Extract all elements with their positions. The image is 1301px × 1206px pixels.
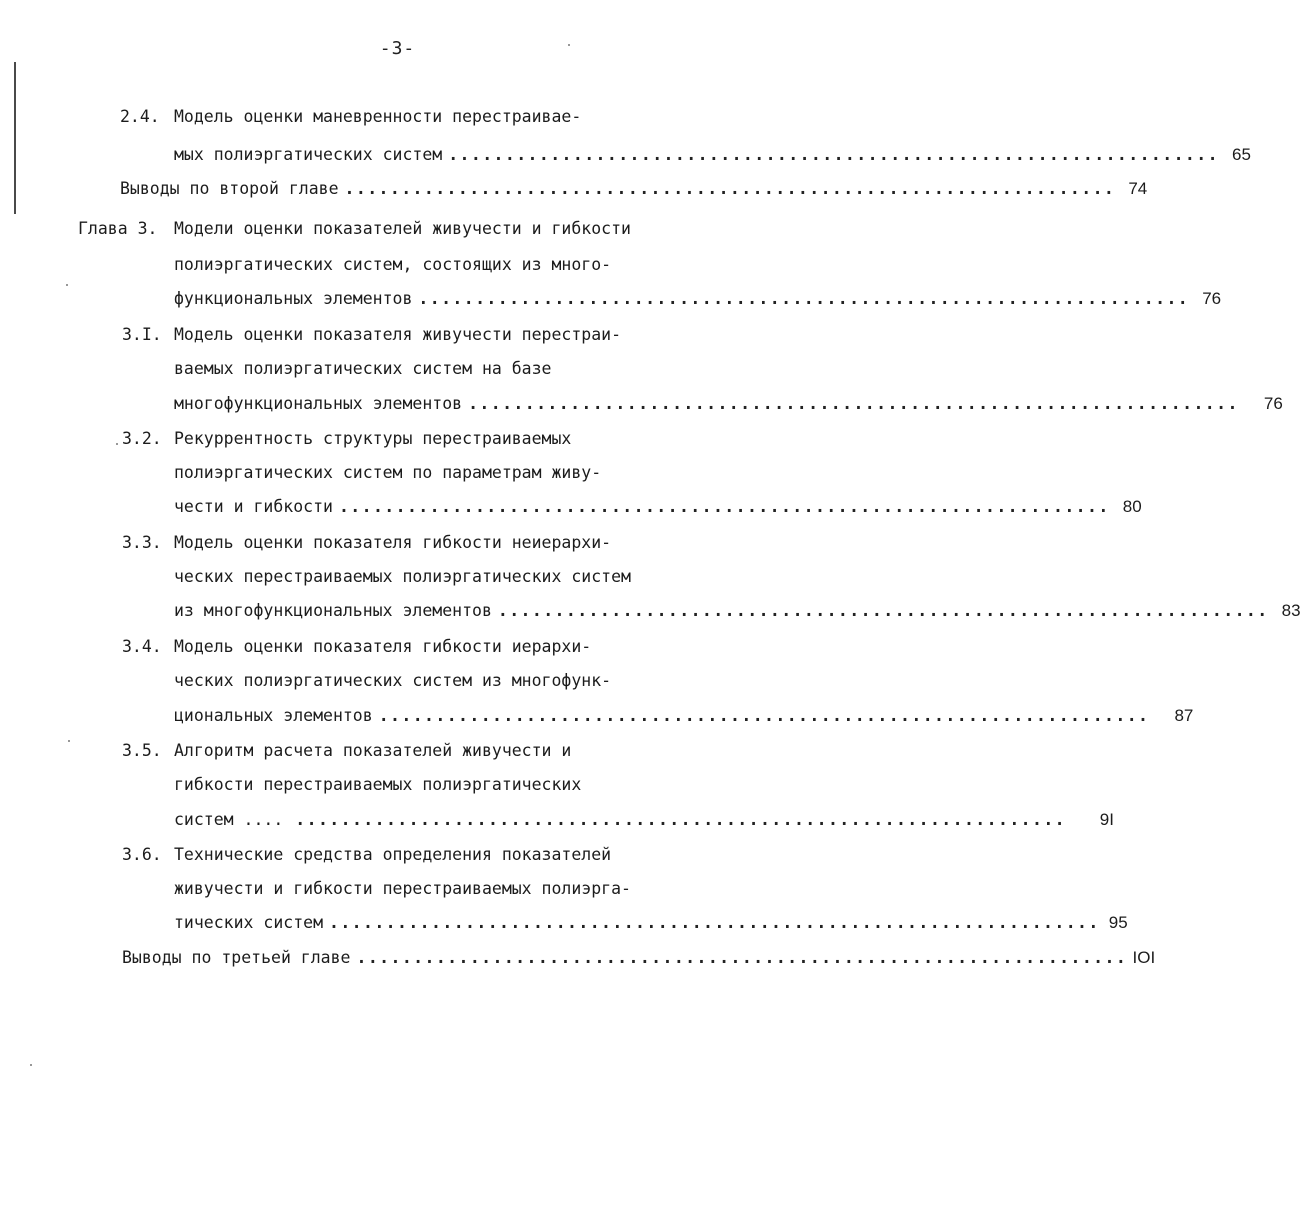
page-ref: 74 [1128,179,1148,198]
page-ref: 76 [1263,394,1283,413]
page-ref: 80 [1122,497,1142,516]
entry-leader-row [122,945,1156,971]
entry-title-line: ческих полиэргатических систем из многофунк- [174,671,612,690]
entry-title-line: из многофункциональных элементов [174,601,492,620]
dot-leader: .................................................................... [497,601,1269,620]
section-number: 3.4. [122,637,162,656]
section-number: 3.3. [122,533,162,552]
entry-title-line: чести и гибкости [174,497,333,516]
page-ref: 76 [1202,289,1222,308]
entry-title-line: функциональных элементов [174,289,413,308]
entry-title-line: Модель оценки показателя гибкости иерархи- [174,637,592,656]
page-ref: 87 [1174,706,1194,725]
page-ref: 65 [1232,145,1251,164]
page-ref: 95 [1108,913,1128,932]
entry-title-line: полиэргатических систем, состоящих из много- [174,255,612,274]
entry-title-line: Технические средства определения показателей [174,845,612,864]
entry-leader-row [174,391,1283,417]
chapter-number: Глава 3. [78,219,158,238]
entry-title-line: Модель оценки показателя гибкости неиерархи- [174,533,612,552]
dot-leader: .................................................................... [344,179,1116,198]
dot-leader: .................................................................... [378,706,1150,725]
entry-title-line: живучести и гибкости перестраиваемых полиэрга- [174,879,631,898]
entry-title-line: мых полиэргатических систем [174,145,443,164]
entry-title-line: тических систем [174,913,324,932]
page-number: -3- [379,38,416,59]
dot-leader: .................................................................... [448,145,1219,164]
entry-title-line: многофункциональных элементов [174,394,463,413]
entry-leader-row [174,142,1251,168]
scan-speck [66,284,68,286]
scan-speck [116,443,118,445]
entry-title: Выводы по третьей главе [122,948,351,967]
dot-leader: .................................................................... [468,394,1239,413]
dot-leader: .................................................................... [356,948,1128,967]
margin-line [14,62,16,214]
dot-leader: .................................................................... [418,289,1190,308]
dot-leader: .................................................................... [338,497,1110,516]
page-ref: IOI [1132,948,1156,967]
scan-speck [68,740,70,742]
entry-title-line: ческих перестраиваемых полиэргатических систем [174,567,631,586]
page-ref: 83 [1281,601,1301,620]
scan-speck [568,44,570,46]
section-number: 3.5. [122,741,162,760]
entry-leader-row [174,494,1142,520]
section-number: 3.I. [122,325,162,344]
section-number: 3.2. [122,429,162,448]
page-ref: 9I [1099,810,1114,829]
entry-title-line: Модель оценки маневренности перестраивае- [174,107,582,126]
dot-leader: .................................................................... [295,810,1066,829]
entry-leader-row [120,176,1148,202]
entry-title-line: полиэргатических систем по параметрам живу- [174,463,602,482]
scan-speck [30,1064,32,1066]
entry-leader-row [174,598,1301,624]
entry-title: Выводы по второй главе [120,179,339,198]
entry-title-line: систем .... [174,810,284,829]
entry-title-line: Модель оценки показателя живучести перестраи- [174,325,622,344]
section-number: 3.6. [122,845,162,864]
entry-title-line: циональных элементов [174,706,373,725]
entry-title-line: Модели оценки показателей живучести и гибкости [174,219,631,238]
entry-title-line: Алгоритм расчета показателей живучести и [174,741,572,760]
entry-title-line: гибкости перестраиваемых полиэргатических [174,775,582,794]
entry-leader-row [174,703,1194,729]
entry-leader-row [174,910,1128,936]
entry-title-line: ваемых полиэргатических систем на базе [174,359,552,378]
entry-title-line: Рекуррентность структуры перестраиваемых [174,429,572,448]
section-number: 2.4. [120,107,160,126]
entry-leader-row [174,286,1222,312]
dot-leader: .................................................................... [329,913,1100,932]
entry-leader-row [174,807,1114,833]
